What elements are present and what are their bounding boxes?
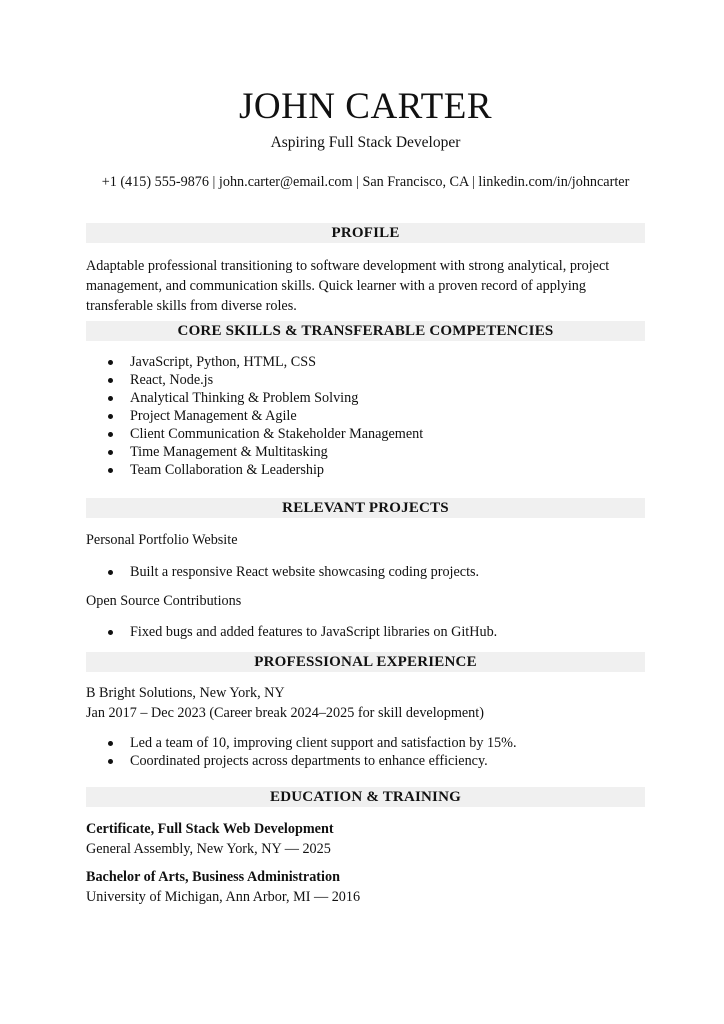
list-item: Analytical Thinking & Problem Solving bbox=[86, 389, 423, 407]
section-heading-projects: RELEVANT PROJECTS bbox=[86, 498, 645, 518]
education-degree: Bachelor of Arts, Business Administration bbox=[86, 869, 340, 885]
list-item: Built a responsive React website showcasing coding projects. bbox=[86, 563, 479, 581]
list-item: Time Management & Multitasking bbox=[86, 443, 423, 461]
list-item: Project Management & Agile bbox=[86, 407, 423, 425]
list-item: Client Communication & Stakeholder Management bbox=[86, 425, 423, 443]
employer: B Bright Solutions, New York, NY bbox=[86, 685, 285, 701]
project-title: Personal Portfolio Website bbox=[86, 532, 238, 548]
list-item: Fixed bugs and added features to JavaScript libraries on GitHub. bbox=[86, 623, 497, 641]
candidate-name: JOHN CARTER bbox=[238, 86, 493, 127]
project-bullets bbox=[86, 623, 497, 641]
project-bullets bbox=[86, 563, 479, 581]
section-heading-skills: CORE SKILLS & TRANSFERABLE COMPETENCIES bbox=[86, 321, 645, 341]
list-item: Led a team of 10, improving client support and satisfaction by 15%. bbox=[86, 734, 517, 752]
experience-bullets bbox=[86, 734, 517, 770]
education-school: University of Michigan, Ann Arbor, MI — 2016 bbox=[86, 889, 361, 905]
section-heading-profile: PROFILE bbox=[86, 223, 645, 243]
section-heading-experience: PROFESSIONAL EXPERIENCE bbox=[86, 652, 645, 672]
list-item: Team Collaboration & Leadership bbox=[86, 461, 423, 479]
list-item: React, Node.js bbox=[86, 371, 423, 389]
section-heading-education: EDUCATION & TRAINING bbox=[86, 787, 645, 807]
skills-list bbox=[86, 353, 423, 479]
contact-info: +1 (415) 555-9876 | john.carter@email.com | San Francisco, CA | linkedin.com/in/johncarter bbox=[101, 174, 630, 190]
education-degree: Certificate, Full Stack Web Development bbox=[86, 821, 334, 837]
job-title: Aspiring Full Stack Developer bbox=[270, 134, 461, 151]
education-school: General Assembly, New York, NY — 2025 bbox=[86, 841, 331, 857]
profile-summary: Adaptable professional transitioning to software development with strong analytical, project management, and communication skills. Quick learner with a proven record of applying transferable skills from diverse roles. bbox=[86, 258, 610, 314]
project-title: Open Source Contributions bbox=[86, 593, 242, 609]
list-item: Coordinated projects across departments to enhance efficiency. bbox=[86, 752, 517, 770]
list-item: JavaScript, Python, HTML, CSS bbox=[86, 353, 423, 371]
employment-dates: Jan 2017 – Dec 2023 (Career break 2024–2025 for skill development) bbox=[86, 705, 484, 721]
